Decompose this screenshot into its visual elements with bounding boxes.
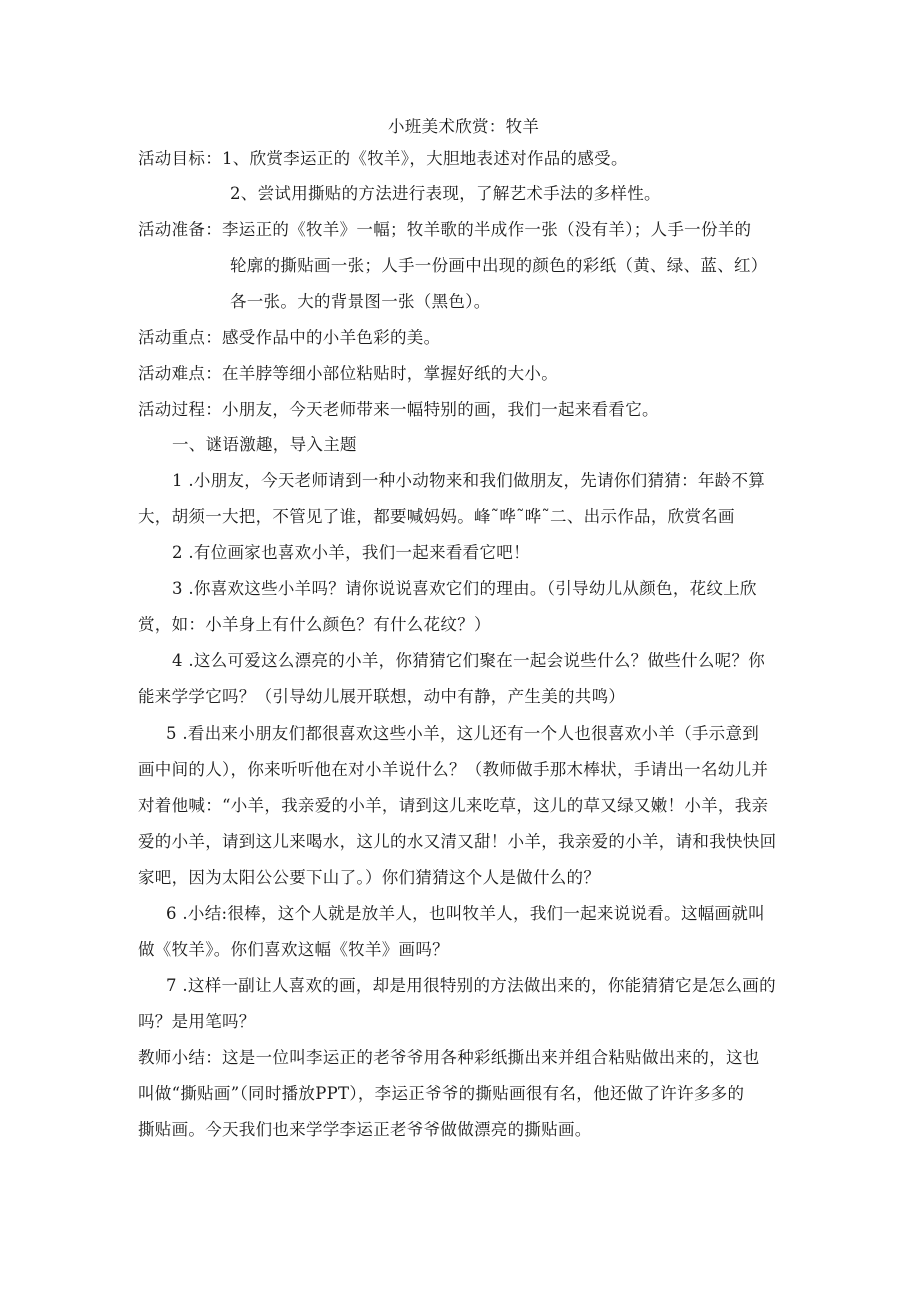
text-line: 6 .小结:很棒，这个人就是放羊人，也叫牧羊人，我们一起来说说看。这幅画就叫: [166, 904, 765, 923]
text-line: 活动重点：感受作品中的小羊色彩的美。: [138, 328, 441, 347]
text-line: 能来学学它吗？（引导幼儿展开联想，动中有静，产生美的共鸣）: [138, 687, 626, 706]
text-line: 爱的小羊，请到这儿来喝水，这儿的水又清又甜！小羊，我亲爱的小羊，请和我快快回: [138, 832, 777, 851]
text-line: 叫做“撕贴画”（同时播放PPT），李运正爷爷的撕贴画很有名，他还做了许许多多的: [138, 1084, 745, 1103]
text-line: 5 .看出来小朋友们都很喜欢这些小羊，这儿还有一个人也很喜欢小羊（手示意到: [166, 724, 760, 743]
text-line: 赏，如：小羊身上有什么颜色？有什么花纹？）: [138, 615, 491, 634]
text-line: 活动难点：在羊脖等细小部位粘贴时，掌握好纸的大小。: [138, 364, 558, 383]
text-line: 7 .这样一副让人喜欢的画，却是用很特别的方法做出来的，你能猜猜它是怎么画的: [166, 976, 776, 995]
text-line: 做《牧羊》。你们喜欢这幅《牧羊》画吗？: [138, 940, 449, 959]
document-title: 小班美术欣赏：牧羊: [388, 117, 540, 136]
text-line: 教师小结：这是一位叫李运正的老爷爷用各种彩纸撕出来并组合粘贴做出来的，这也: [138, 1048, 760, 1067]
text-line: 活动过程：小朋友，今天老师带来一幅特别的画，我们一起来看看它。: [138, 400, 659, 419]
text-line: 2 .有位画家也喜欢小羊，我们一起来看看它吧！: [172, 543, 530, 562]
text-line: 活动目标：1、欣赏李运正的《牧羊》，大胆地表述对作品的感受。: [138, 149, 628, 168]
text-line: 吗？是用笔吗？: [138, 1012, 256, 1031]
text-line: 2、尝试用撕贴的方法进行表现，了解艺术手法的多样性。: [230, 184, 661, 203]
text-line: 家吧，因为太阳公公要下山了。）你们猜猜这个人是做什么的？: [138, 868, 601, 887]
text-line: 大，胡须一大把，不管见了谁，都要喊妈妈。峰˜哗˜哗˜二、出示作品，欣赏名画: [138, 507, 735, 526]
text-line: 各一张。大的背景图一张（黑色）。: [230, 292, 491, 311]
text-line: 1 .小朋友，今天老师请到一种小动物来和我们做朋友，先请你们猜猜：年龄不算: [172, 471, 766, 490]
text-line: 3 .你喜欢这些小羊吗？请你说说喜欢它们的理由。（引导幼儿从颜色，花纹上欣: [172, 579, 757, 598]
section-heading: 一、谜语激趣，导入主题: [172, 435, 357, 454]
text-line: 撕贴画。今天我们也来学学李运正老爷爷做做漂亮的撕贴画。: [138, 1120, 592, 1139]
text-line: 对着他喊：“小羊，我亲爱的小羊，请到这儿来吃草，这儿的草又绿又嫩！小羊，我亲: [138, 796, 769, 815]
text-line: 4 .这么可爱这么漂亮的小羊，你猜猜它们聚在一起会说些什么？做些什么呢？你: [172, 651, 766, 670]
text-line: 活动准备：李运正的《牧羊》一幅；牧羊歌的半成作一张（没有羊）；人手一份羊的: [138, 220, 752, 239]
text-line: 轮廓的撕贴画一张；人手一份画中出现的颜色的彩纸（黄、绿、蓝、红）: [230, 256, 768, 275]
text-line: 画中间的人），你来听听他在对小羊说什么？（教师做手那木棒状，手请出一名幼儿并: [138, 760, 769, 779]
